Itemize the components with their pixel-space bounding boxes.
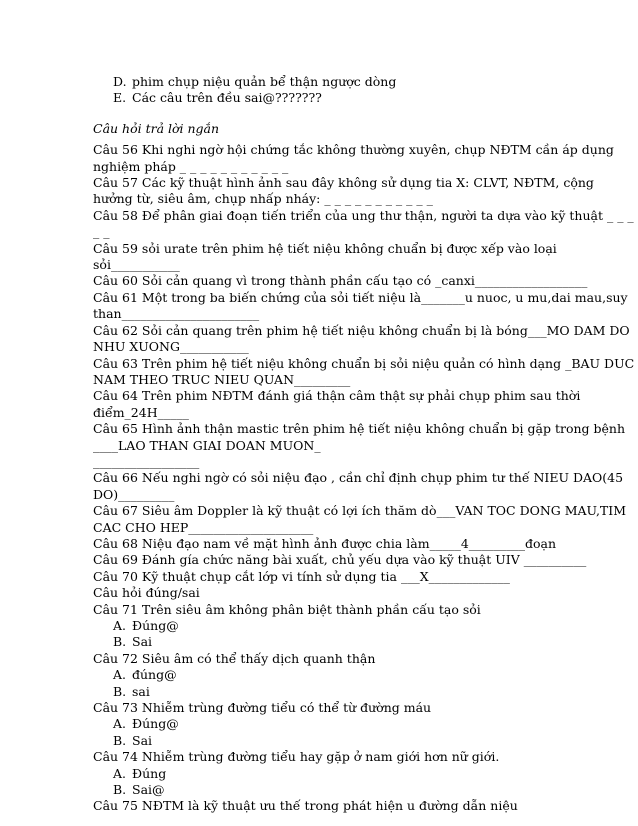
- option-text: Đúng: [132, 765, 167, 781]
- question-line: Câu 57 Các kỹ thuật hình ảnh sau đây không sử dụng tia X: CLVT, NĐTM, cộng: [93, 175, 594, 191]
- option-label: B.: [113, 634, 127, 650]
- question-line: Câu 67 Siêu âm Doppler là kỹ thuật có lợi ích thăm dò___VAN TOC DONG MAU,TIM: [93, 503, 626, 519]
- question-line: Câu 61 Một trong ba biến chứng của sỏi tiết niệu là_______u nuoc, u mu,dai mau,suy: [93, 289, 628, 305]
- option-text: Đúng@: [132, 716, 179, 732]
- question-line: _________________: [93, 453, 200, 469]
- question-line: NAM THEO TRUC NIEU QUAN_________: [93, 371, 351, 387]
- question-line: Câu 65 Hình ảnh thận mastic trên phim hệ tiết niệu không chuẩn bị gặp trong bệnh: [93, 421, 625, 437]
- answer-option: [93, 90, 555, 106]
- answer-option: [93, 684, 555, 700]
- option-label: A.: [113, 716, 127, 732]
- answer-option: [93, 74, 555, 90]
- option-label: B.: [113, 732, 127, 748]
- answer-option: [93, 733, 555, 749]
- question-line: Câu 71 Trên siêu âm không phân biệt thành phần cấu tạo sỏi: [93, 601, 481, 617]
- question-line: Câu 75 NĐTM là kỹ thuật ưu thế trong phát hiện u đường dẫn niệu: [93, 798, 518, 814]
- question-line: Câu 64 Trên phim NĐTM đánh giá thận câm thật sự phải chụp phim sau thời: [93, 388, 581, 404]
- option-text: Sai@: [132, 782, 165, 798]
- answer-option: [93, 766, 555, 782]
- option-label: B.: [113, 683, 127, 699]
- option-label: A.: [113, 667, 127, 683]
- option-text: sai: [132, 683, 150, 699]
- option-label: A.: [113, 618, 127, 633]
- answer-option: [93, 667, 555, 683]
- option-label: A.: [113, 765, 127, 781]
- question-line: Câu 63 Trên phim hệ tiết niệu không chuẩn bị sỏi niệu quản có hình dạng _BAU DUC: [93, 355, 635, 371]
- answer-option: [93, 634, 555, 650]
- question-line: Câu 56 Khi nghi ngờ hội chứng tắc không thường xuyên, chụp NĐTM cần áp dụng: [93, 142, 614, 158]
- question-line: Câu 66 Nếu nghi ngờ có sỏi niệu đạo , cần chỉ định chụp phim tư thế NIEU DAO(45: [93, 470, 624, 486]
- answer-option: [93, 716, 555, 732]
- document-content: [93, 74, 635, 815]
- question-line: Câu 74 Nhiễm trùng đường tiểu hay gặp ở nam giới hơn nữ giới.: [93, 749, 500, 765]
- question-line: Câu 69 Đánh gía chức năng bài xuất, chủ yếu dựa vào kỹ thuật UIV __________: [93, 552, 587, 568]
- option-text: đúng@: [132, 667, 177, 683]
- question-line: Câu 62 Sỏi cản quang trên phim hệ tiết niệu không chuẩn bị là bóng___MO DAM DO: [93, 322, 630, 338]
- question-line: Câu hỏi đúng/sai: [93, 585, 200, 601]
- option-label: E.: [113, 90, 127, 106]
- question-line: DO)_________: [93, 486, 175, 502]
- question-line: than______________________: [93, 306, 260, 322]
- question-line: Câu 72 Siêu âm có thể thấy dịch quanh thận: [93, 650, 376, 666]
- section-heading: Câu hỏi trả lời ngắn: [93, 120, 220, 136]
- question-line: Câu 59 sỏi urate trên phim hệ tiết niệu không chuẩn bị được xếp vào loại: [93, 240, 557, 256]
- answer-option: [93, 782, 555, 798]
- option-text: phim chụp niệu quản bể thận ngược dòng: [132, 74, 397, 89]
- question-line: ____LAO THAN GIAI DOAN MUON_: [93, 437, 321, 453]
- question-line: Câu 60 Sỏi cản quang vì trong thành phần cấu tạo có _canxi__________________: [93, 273, 588, 289]
- option-label: B.: [113, 782, 127, 798]
- question-line: _ _: [93, 224, 110, 240]
- question-line: NHU XUONG___________: [93, 339, 249, 355]
- question-line: Câu 70 Kỹ thuật chụp cắt lớp vi tính sử dụng tia ___X_____________: [93, 568, 510, 584]
- option-text: Các câu trên đều sai@???????: [132, 90, 322, 106]
- option-label: D.: [113, 74, 127, 89]
- option-text: Sai: [132, 732, 153, 748]
- option-text: Sai: [132, 634, 153, 650]
- answer-option: [93, 618, 555, 634]
- question-line: Câu 73 Nhiễm trùng đường tiểu có thể từ đường máu: [93, 700, 432, 716]
- question-line: Câu 58 Để phân giai đoạn tiến triển của ung thư thận, người ta dựa vào kỹ thuật _ _ _: [93, 207, 634, 223]
- option-text: Đúng@: [132, 618, 179, 633]
- question-line: hưởng từ, siêu âm, chụp nhấp nháy: _ _ _ _ _ _ _ _ _ _ _: [93, 191, 433, 207]
- question-line: sỏi___________: [93, 257, 180, 273]
- question-line: nghiệm pháp _ _ _ _ _ _ _ _ _ _ _: [93, 158, 289, 174]
- question-line: CAC CHO HEP____________________: [93, 519, 314, 535]
- question-line: Câu 68 Niệu đạo nam về mặt hình ảnh được chia làm_____4_________đoạn: [93, 535, 557, 551]
- question-line: điểm_24H_____: [93, 404, 189, 420]
